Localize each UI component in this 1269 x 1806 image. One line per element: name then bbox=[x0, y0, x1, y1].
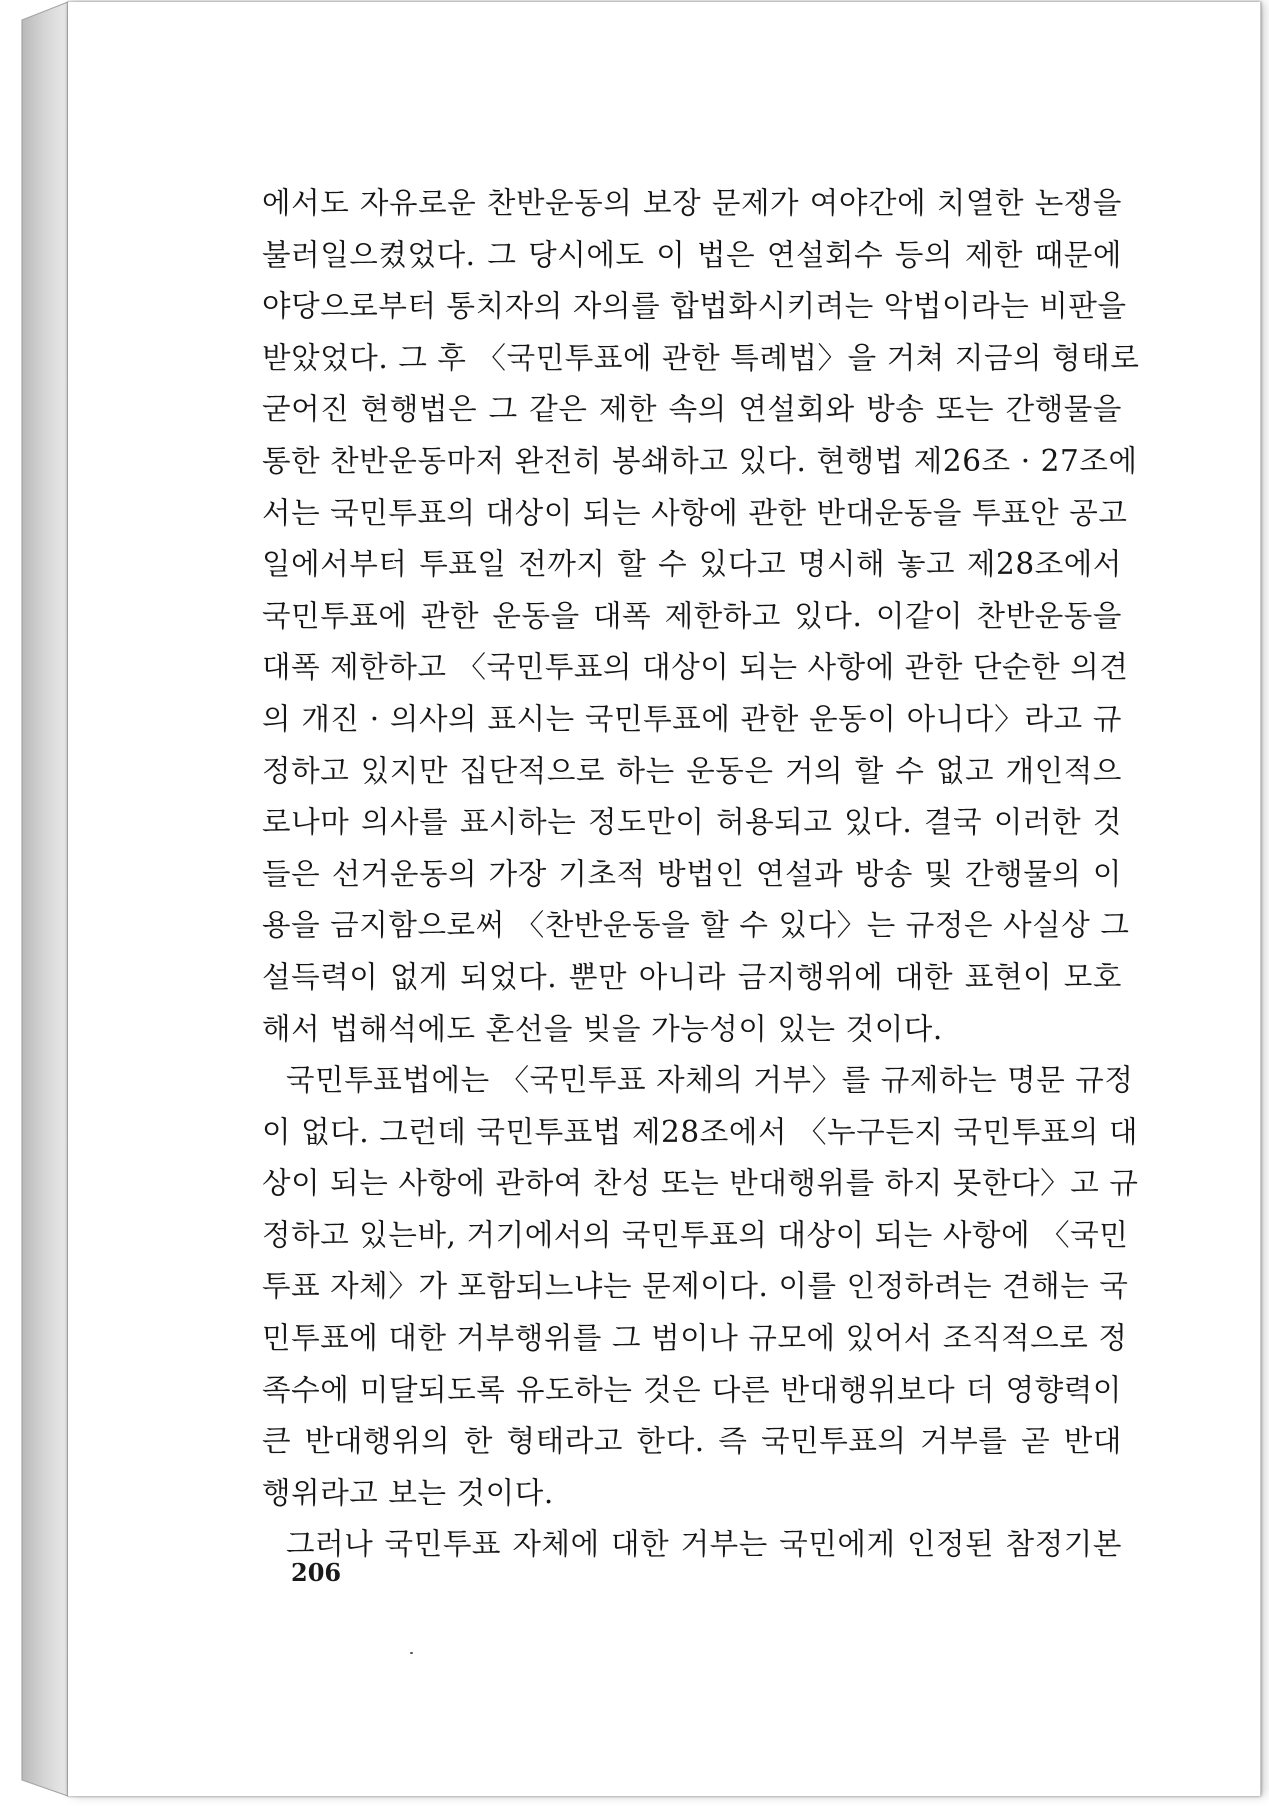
body-text bbox=[262, 178, 1140, 1571]
text-line: 민투표에 대한 거부행위를 그 범이나 규모에 있어서 조직적으로 정 bbox=[262, 1321, 1128, 1356]
text-line: 야당으로부터 통치자의 자의를 합법화시키려는 악법이라는 비판을 bbox=[262, 289, 1127, 324]
text-line: 이 없다. 그런데 국민투표법 제28조에서 〈누구든지 국민투표의 대 bbox=[262, 1114, 1139, 1149]
text-line: 국민투표에 관한 운동을 대폭 제한하고 있다. 이같이 찬반운동을 bbox=[262, 598, 1122, 633]
text-line: 족수에 미달되도록 유도하는 것은 다른 반대행위보다 더 영향력이 bbox=[262, 1372, 1122, 1407]
text-line: 용을 금지함으로써 〈찬반운동을 할 수 있다〉는 규정은 사실상 그 bbox=[262, 908, 1130, 943]
text-line: 서는 국민투표의 대상이 되는 사항에 관한 반대운동을 투표안 공고 bbox=[262, 495, 1128, 530]
text-line: 받았었다. 그 후 〈국민투표에 관한 특례법〉을 거쳐 지금의 형태로 bbox=[262, 340, 1140, 375]
text-line: 의 개진 · 의사의 표시는 국민투표에 관한 운동이 아니다〉라고 규 bbox=[262, 701, 1122, 736]
text-line: 투표 자체〉가 포함되느냐는 문제이다. 이를 인정하려는 견해는 국 bbox=[262, 1269, 1129, 1304]
text-line: 불러일으켰었다. 그 당시에도 이 법은 연설회수 등의 제한 때문에 bbox=[262, 237, 1122, 272]
text-line: 정하고 있지만 집단적으로 하는 운동은 거의 할 수 없고 개인적으 bbox=[262, 753, 1122, 788]
text-line: 큰 반대행위의 한 형태라고 한다. 즉 국민투표의 거부를 곧 반대 bbox=[262, 1424, 1122, 1459]
text-line: 상이 되는 사항에 관하여 찬성 또는 반대행위를 하지 못한다〉고 규 bbox=[262, 1166, 1139, 1201]
page-number: 206 bbox=[291, 1558, 342, 1587]
text-line: 로나마 의사를 표시하는 정도만이 허용되고 있다. 결국 이러한 것 bbox=[262, 805, 1122, 840]
text-line: 굳어진 현행법은 그 같은 제한 속의 연설회와 방송 또는 간행물을 bbox=[262, 392, 1122, 427]
text-line: 통한 찬반운동마저 완전히 봉쇄하고 있다. 현행법 제26조 · 27조에 bbox=[262, 443, 1138, 478]
text-line: 정하고 있는바, 거기에서의 국민투표의 대상이 되는 사항에 〈국민 bbox=[262, 1217, 1129, 1252]
text-line: 에서도 자유로운 찬반운동의 보장 문제가 여야간에 치열한 논쟁을 bbox=[262, 186, 1122, 220]
text-line: 그러나 국민투표 자체에 대한 거부는 국민에게 인정된 참정기본 bbox=[286, 1527, 1122, 1562]
text-line: 국민투표법에는 〈국민투표 자체의 거부〉를 규제하는 명문 규정 bbox=[286, 1063, 1134, 1098]
text-line: 들은 선거운동의 가장 기초적 방법인 연설과 방송 및 간행물의 이 bbox=[262, 856, 1122, 891]
text-line: 대폭 제한하고 〈국민투표의 대상이 되는 사항에 관한 단순한 의견 bbox=[262, 650, 1129, 685]
text-line: 설득력이 없게 되었다. 뿐만 아니라 금지행위에 대한 표현이 모호 bbox=[262, 959, 1122, 994]
text-line: 일에서부터 투표일 전까지 할 수 있다고 명시해 놓고 제28조에서 bbox=[262, 547, 1122, 582]
text-line: 행위라고 보는 것이다. bbox=[262, 1475, 554, 1510]
text-line: 해서 법해석에도 혼선을 빚을 가능성이 있는 것이다. bbox=[262, 1011, 943, 1046]
scan-speck bbox=[410, 1652, 413, 1654]
